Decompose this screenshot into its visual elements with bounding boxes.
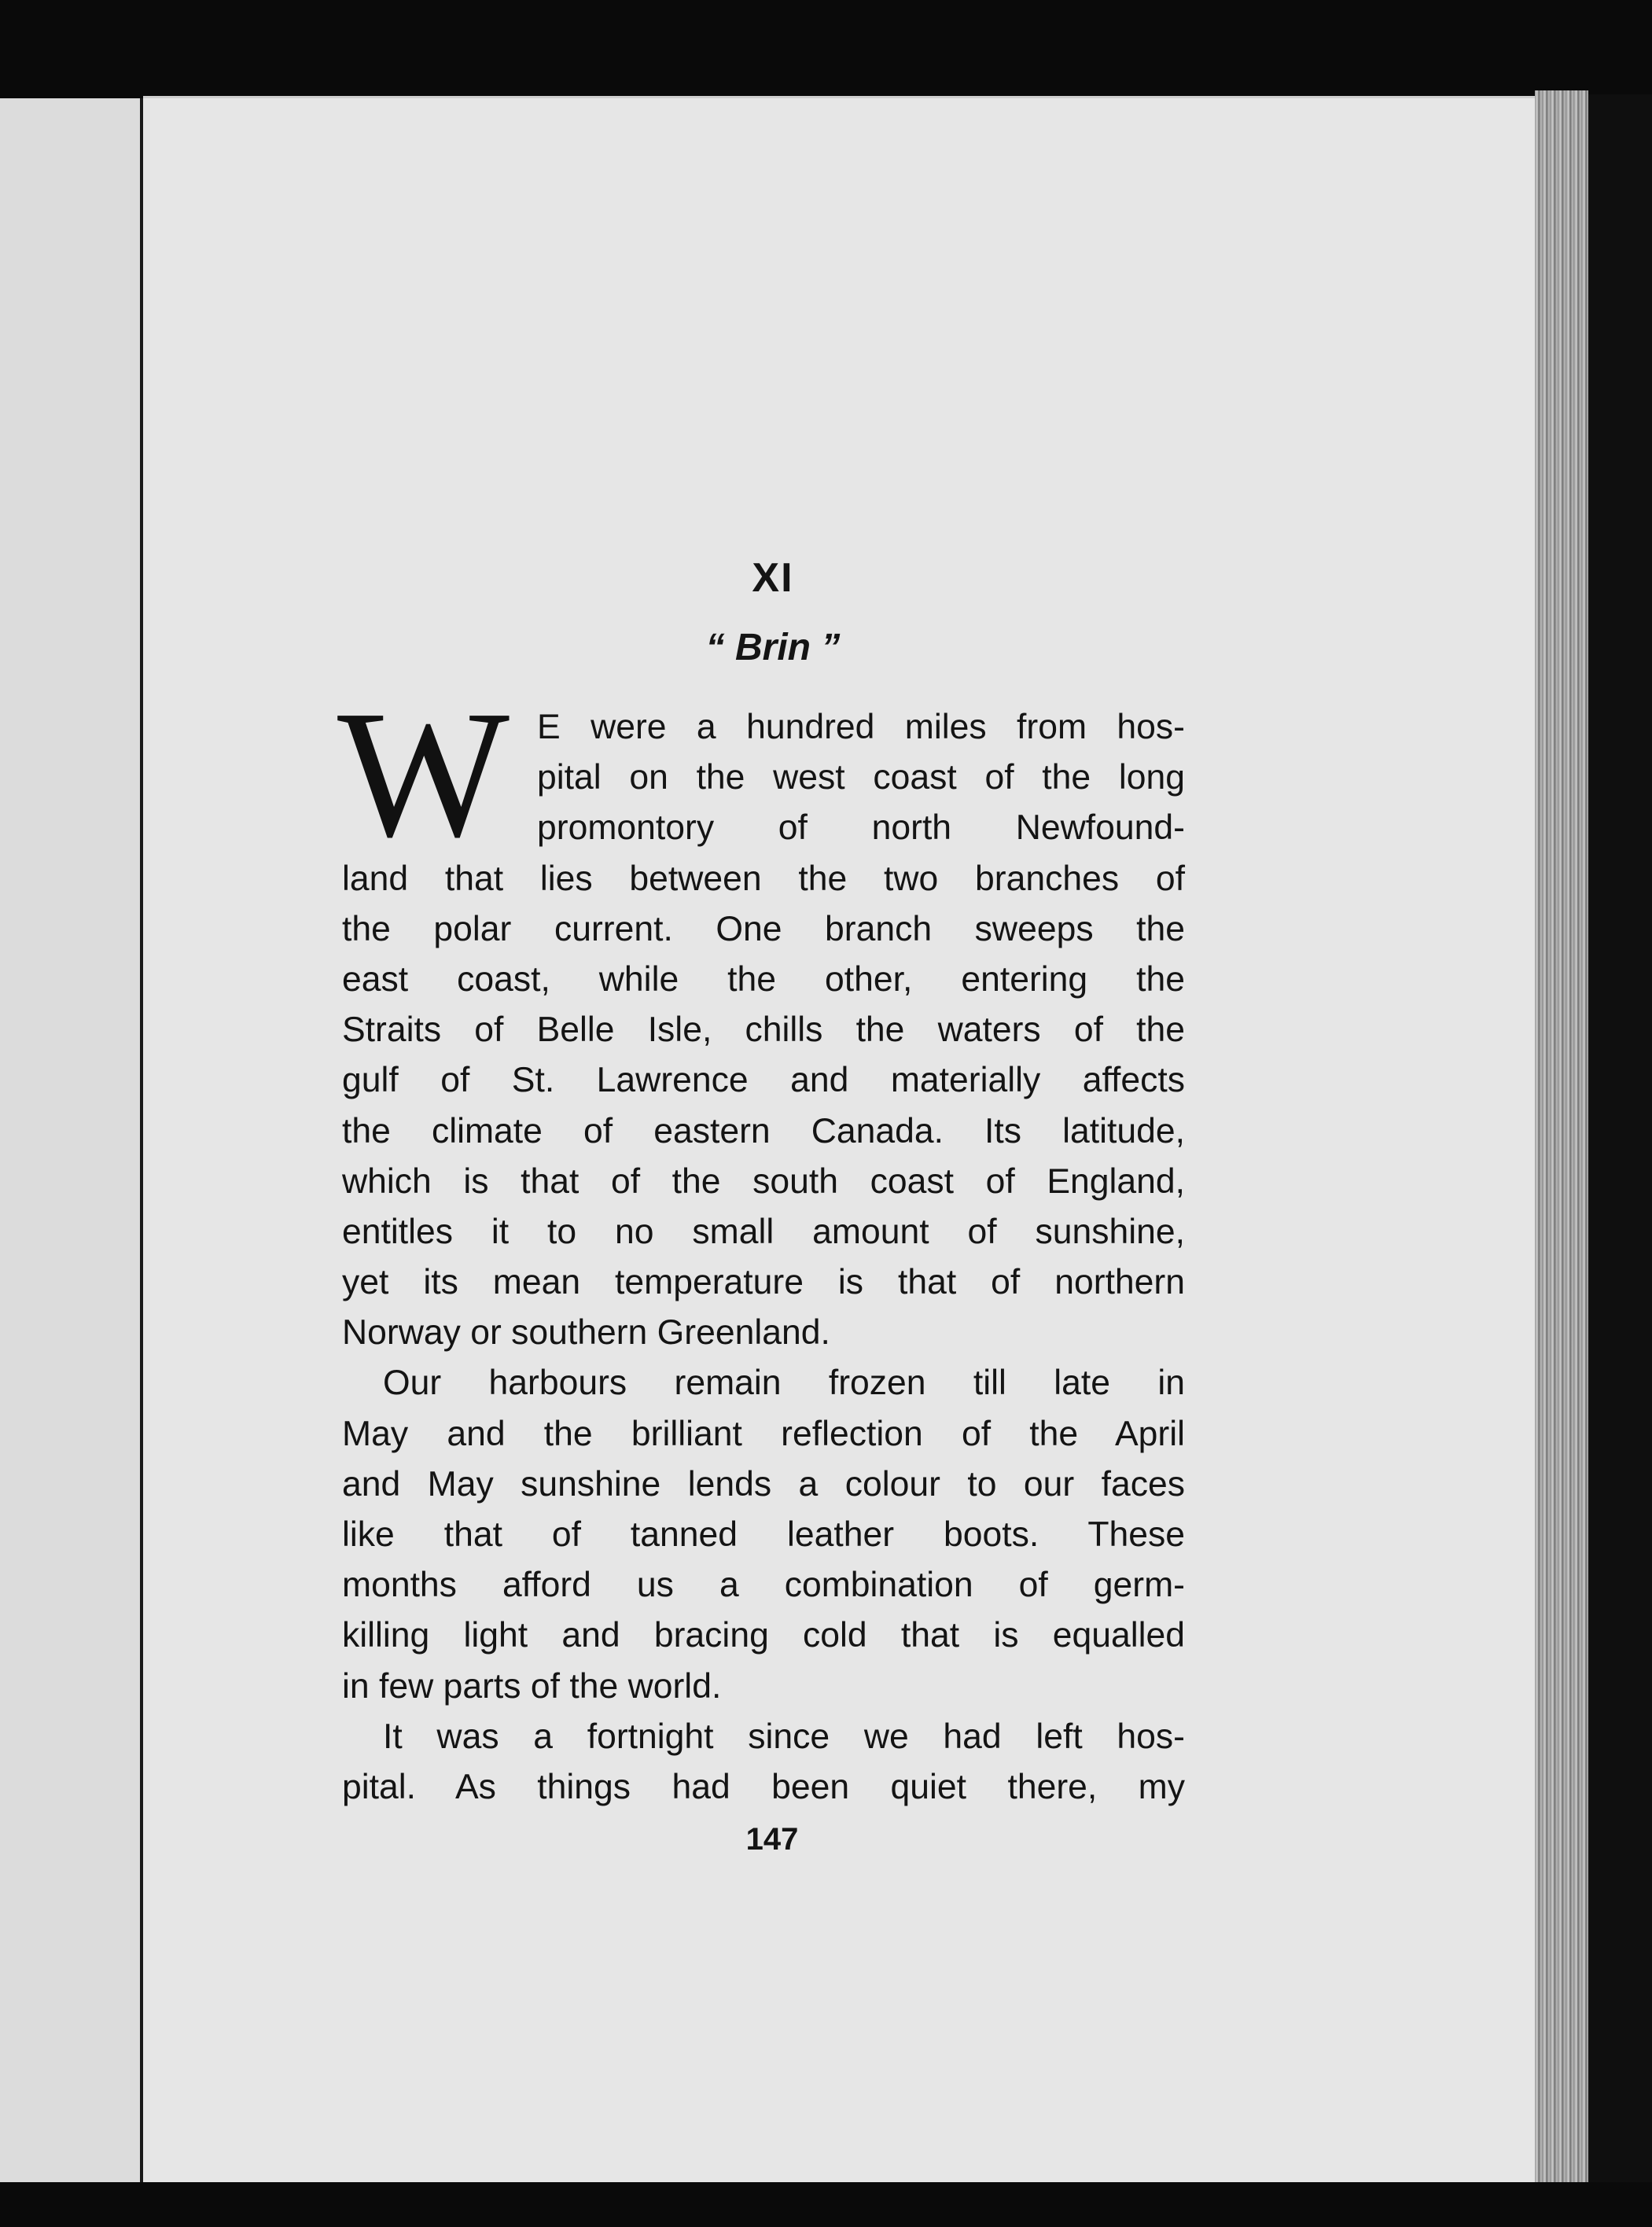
text-line: promontory of north Newfound- xyxy=(537,808,1185,848)
text-line: Our harbours remain frozen till late in xyxy=(383,1364,1185,1403)
page-text-block xyxy=(337,547,1185,1861)
paragraph xyxy=(342,1358,1185,1711)
text-line: and May sunshine lends a colour to our faces xyxy=(342,1464,1185,1504)
text-line: the polar current. One branch sweeps the xyxy=(342,909,1185,948)
text-line: gulf of St. Lawrence and materially affects xyxy=(342,1061,1185,1100)
text-line: like that of tanned leather boots. These xyxy=(342,1515,1185,1554)
chapter-body xyxy=(337,673,1185,1813)
paragraph xyxy=(337,673,1185,1358)
text-line: yet its mean temperature is that of northern xyxy=(342,1263,1185,1302)
text-line: pital on the west coast of the long xyxy=(537,758,1185,797)
scan-border-top xyxy=(0,0,1652,98)
chapter-number: XI xyxy=(752,555,794,601)
text-line: entitles it to no small amount of sunshine, xyxy=(342,1212,1185,1251)
text-line: E were a hundred miles from hos- xyxy=(537,708,1185,746)
paragraph xyxy=(342,1712,1185,1813)
text-line: months afford us a combination of germ- xyxy=(342,1566,1185,1605)
text-line: Straits of Belle Isle, chills the waters of the xyxy=(342,1010,1185,1050)
text-line: killing light and bracing cold that is equalled xyxy=(342,1616,1185,1655)
text-line: east coast, while the other, entering the xyxy=(342,959,1185,999)
text-line: which is that of the south coast of England, xyxy=(342,1161,1185,1201)
drop-cap: W xyxy=(337,673,510,875)
chapter-title: “ Brin ” xyxy=(705,627,841,668)
text-line: pital. As things had been quiet there, my xyxy=(342,1767,1185,1806)
page-number: 147 xyxy=(745,1822,799,1857)
text-line: It was a fortnight since we had left hos- xyxy=(383,1717,1185,1756)
text-line: in few parts of the world. xyxy=(342,1666,722,1706)
scan-border-right xyxy=(1588,94,1652,2186)
text-line: Norway or southern Greenland. xyxy=(342,1313,830,1353)
facing-page-edge xyxy=(0,98,143,2182)
text-line: the climate of eastern Canada. Its latitude, xyxy=(342,1111,1185,1150)
page-fore-edge xyxy=(1535,90,1588,2190)
text-line: land that lies between the two branches of xyxy=(342,859,1185,898)
scan-border-bottom xyxy=(0,2182,1652,2227)
text-line: May and the brilliant reflection of the April xyxy=(342,1414,1185,1453)
